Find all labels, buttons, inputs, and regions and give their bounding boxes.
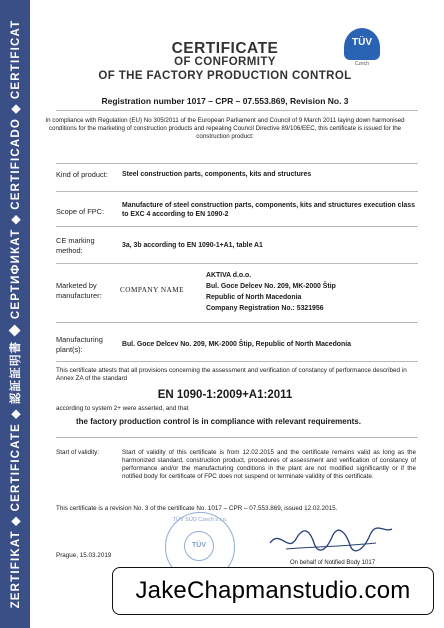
divider [56, 263, 418, 264]
scope-label: Scope of FPC: [56, 207, 105, 216]
validity-text: Start of validity of this certificate is from 12.02.2015 and the certificate remains valid as long as the harmonized standard, construction product, procedures of assessment and verification of constancy of performance and/or the manufacturing conditions in the plant are not modified significantly or if the notified body for certificate of FPC does not suspend or terminate validity of this certificate. [122, 449, 416, 480]
intro-paragraph: In compliance with Regulation (EU) No 305/2011 of the European Parliament and Council of 9 March 2011 laying down harmonised conditions for the marketing of construction products and repealing Council Directive 89/106/EEC, this certificate is issued for the construction product: [45, 117, 405, 140]
certificate-subtitle-1: OF CONFORMITY [174, 56, 276, 68]
stamp-text: TÜV SÜD Czech s.r.o. [172, 517, 228, 523]
divider [56, 191, 418, 192]
divider [56, 226, 418, 227]
company-name-placeholder: COMPANY NAME [120, 286, 184, 294]
sidebar-multilingual-text: ZERTIFIKAT ◆ CERTIFICATE ◆ 認証証明書 ◆ СЕРТИФИКАТ ◆ CERTIFICADO ◆ CERTIFICAT [10, 19, 22, 609]
sidebar-band [0, 0, 30, 628]
attest-paragraph: This certificate attests that all provisions concerning the assessment and verification of constancy of performance described in Annex ZA of the standard [56, 367, 407, 382]
on-behalf-text: On behalf of Notified Body 1017 [290, 560, 376, 566]
marketed-country: Republic of North Macedonia [206, 294, 302, 301]
divider [56, 361, 418, 362]
plants-value: Bul. Goce Delcev No. 209, MK-2000 Štip, Republic of North Macedonia [122, 341, 351, 348]
marketed-label: Marketed by manufacturer: [56, 281, 102, 300]
registration-number: Registration number 1017 – CPR – 07.553.869, Revision No. 3 [101, 96, 349, 106]
ce-value: 3a, 3b according to EN 1090-1+A1, table A1 [122, 242, 263, 249]
plants-label: Manufacturing plant(s): [56, 335, 103, 354]
ce-label: CE marking method: [56, 236, 95, 255]
tuv-logo-icon [344, 28, 380, 68]
divider [56, 322, 418, 323]
signature-icon [266, 523, 396, 557]
divider [56, 437, 418, 438]
scope-value: Manufacture of steel construction parts, components, kits and structures execution class to EXC 4 according to EN 1090-2 [122, 202, 415, 218]
according-text: according to system 2+ were asserted, and that [56, 405, 189, 412]
tuv-logo-mark: TÜV [344, 28, 380, 60]
standard-reference: EN 1090-1:2009+A1:2011 [157, 389, 293, 401]
certificate-page [30, 0, 444, 628]
certificate-subtitle-2: OF THE FACTORY PRODUCTION CONTROL [98, 70, 352, 82]
tuv-logo-subtext: Czech [354, 61, 370, 67]
watermark-box [112, 567, 434, 615]
kind-label: Kind of product: [56, 170, 108, 179]
divider [56, 163, 418, 164]
validity-label: Start of validity: [56, 449, 100, 456]
marketed-name: AKTIVA d.o.o. [206, 272, 252, 279]
kind-value: Steel construction parts, components, kits and structures [122, 171, 312, 178]
divider [56, 110, 418, 111]
marketed-registration: Company Registration No.: 5321956 [206, 305, 324, 312]
revision-note: This certificate is a revision No. 3 of the certificate No. 1017 – CPR – 07.553.869, issued 12.02.2015. [56, 505, 338, 512]
fpc-statement: the factory production control is in compliance with relevant requirements. [76, 417, 361, 426]
marketed-address: Bul. Goce Delcev No. 209, MK-2000 Štip [206, 283, 336, 290]
certificate-title: CERTIFICATE [171, 40, 279, 57]
watermark-text: JakeChapmanstudio.com [135, 577, 411, 604]
place-date: Prague, 15.03.2019 [56, 552, 112, 559]
stamp-center: TÜV [184, 531, 214, 561]
